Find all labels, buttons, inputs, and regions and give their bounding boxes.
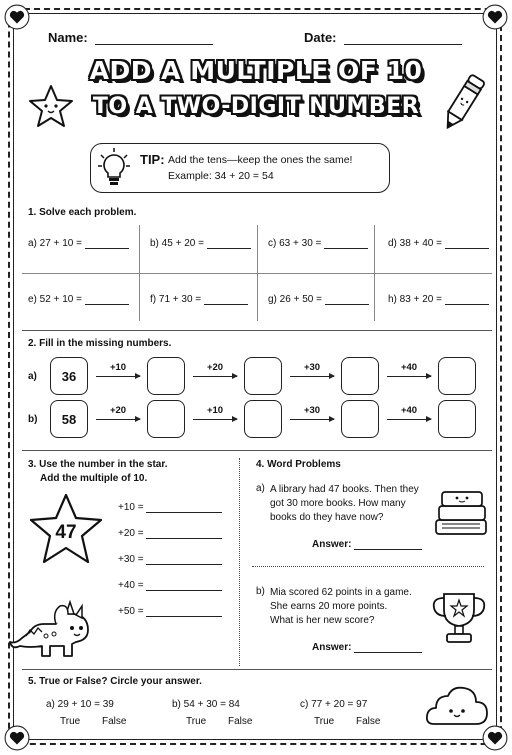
problem-d[interactable] xyxy=(388,238,489,249)
problem-g[interactable] xyxy=(268,294,369,305)
word-problem-b xyxy=(270,586,412,628)
answer-box[interactable] xyxy=(341,400,379,438)
arrow xyxy=(387,376,431,377)
arrow xyxy=(290,419,334,420)
true-option-c[interactable]: True xyxy=(314,716,335,727)
divider xyxy=(252,566,484,567)
start-number-box: 58 xyxy=(50,400,88,438)
problem-text: d) 38 + 40 = xyxy=(388,238,442,249)
problem-text: b) 45 + 20 = xyxy=(150,238,204,249)
star-item[interactable] xyxy=(118,580,222,591)
start-number-box: 36 xyxy=(50,357,88,395)
step-label: +40 xyxy=(400,362,418,373)
step-label: +30 xyxy=(303,405,321,416)
word-problem-line: got 30 more books. How many xyxy=(270,498,406,509)
section-3-heading-line-1: 3. Use the number in the star. xyxy=(28,459,168,470)
word-problem-a xyxy=(270,483,419,525)
false-option-c[interactable]: False xyxy=(356,716,381,727)
section-4-heading: 4. Word Problems xyxy=(256,459,341,470)
word-problem-line: A library had 47 books. Then they xyxy=(270,484,419,495)
word-problem-a-label: a) xyxy=(256,483,265,494)
title-line-1: ADD A MULTIPLE OF 10 xyxy=(89,56,423,85)
lightbulb-icon xyxy=(97,147,131,189)
answer-label: Answer: xyxy=(312,539,352,550)
heart-icon xyxy=(482,4,508,30)
problem-f[interactable] xyxy=(150,294,248,305)
step-label: +20 xyxy=(109,405,127,416)
word-problem-line: She earns 20 more points. xyxy=(270,601,388,612)
row-a-label: a) xyxy=(28,371,37,382)
word-problem-line: What is her new score? xyxy=(270,615,375,626)
word-problem-line: Mia scored 62 points in a game. xyxy=(270,587,412,598)
star-item-text: +30 = xyxy=(118,554,144,565)
title-line-2: TO A TWO-DIGIT NUMBER xyxy=(92,94,420,119)
star-item-text: +40 = xyxy=(118,580,144,591)
tf-expression-a: a) 29 + 10 = 39 xyxy=(46,699,114,710)
problem-h[interactable] xyxy=(388,294,489,305)
arrow xyxy=(193,419,237,420)
star-item[interactable] xyxy=(118,606,222,617)
books-icon xyxy=(432,488,490,538)
problem-text: e) 52 + 10 = xyxy=(28,294,82,305)
star-number: 47 xyxy=(55,522,77,543)
problem-text: h) 83 + 20 = xyxy=(388,294,442,305)
star-item[interactable] xyxy=(118,528,222,539)
problem-text: c) 63 + 30 = xyxy=(268,238,322,249)
column-divider xyxy=(239,458,240,666)
step-label: +40 xyxy=(400,405,418,416)
tf-expression-c: c) 77 + 20 = 97 xyxy=(300,699,368,710)
section-3-heading-line-2: Add the multiple of 10. xyxy=(40,473,148,484)
section-5-heading: 5. True or False? Circle your answer. xyxy=(28,676,202,687)
true-option-a[interactable]: True xyxy=(60,716,81,727)
answer-box[interactable] xyxy=(147,400,185,438)
arrow xyxy=(96,419,140,420)
date-field[interactable] xyxy=(304,30,462,45)
problem-c[interactable] xyxy=(268,238,368,249)
heart-icon xyxy=(4,725,30,751)
true-option-b[interactable]: True xyxy=(186,716,207,727)
dinosaur-icon xyxy=(8,588,92,662)
tip-text: Add the tens—keep the ones the same! xyxy=(168,154,353,166)
date-label: Date: xyxy=(304,30,337,45)
word-problem-b-label: b) xyxy=(256,586,265,597)
row-b-label: b) xyxy=(28,414,38,425)
tip-box xyxy=(90,143,390,193)
problem-b[interactable] xyxy=(150,238,251,249)
step-label: +10 xyxy=(206,405,224,416)
heart-icon xyxy=(4,4,30,30)
answer-field-b[interactable] xyxy=(312,642,422,653)
star-item-text: +20 = xyxy=(118,528,144,539)
star-item[interactable] xyxy=(118,502,222,513)
section-1-heading: 1. Solve each problem. xyxy=(28,207,137,218)
false-option-a[interactable]: False xyxy=(102,716,127,727)
answer-box[interactable] xyxy=(438,400,476,438)
step-label: +20 xyxy=(206,362,224,373)
divider xyxy=(22,330,492,331)
problem-text: g) 26 + 50 = xyxy=(268,294,322,305)
tip-label: TIP: xyxy=(140,152,165,167)
star-item-text: +50 = xyxy=(118,606,144,617)
problem-e[interactable] xyxy=(28,294,129,305)
false-option-b[interactable]: False xyxy=(228,716,253,727)
name-label: Name: xyxy=(48,30,88,45)
star-icon xyxy=(28,84,74,128)
tf-expression-b: b) 54 + 30 = 84 xyxy=(172,699,240,710)
answer-label: Answer: xyxy=(312,642,352,653)
arrow xyxy=(193,376,237,377)
problem-text: f) 71 + 30 = xyxy=(150,294,202,305)
arrow xyxy=(96,376,140,377)
problem-text: a) 27 + 10 = xyxy=(28,238,82,249)
section-2-heading: 2. Fill in the missing numbers. xyxy=(28,338,172,349)
divider xyxy=(22,669,492,670)
answer-box[interactable] xyxy=(147,357,185,395)
name-field[interactable] xyxy=(48,30,213,45)
answer-field-a[interactable] xyxy=(312,539,422,550)
pencil-icon xyxy=(440,70,486,136)
divider xyxy=(22,450,492,451)
tip-example: Example: 34 + 20 = 54 xyxy=(168,170,274,182)
step-label: +30 xyxy=(303,362,321,373)
trophy-icon xyxy=(428,588,490,648)
answer-box[interactable] xyxy=(438,357,476,395)
star-item-text: +10 = xyxy=(118,502,144,513)
answer-box[interactable] xyxy=(244,357,282,395)
star-item[interactable] xyxy=(118,554,222,565)
heart-icon xyxy=(482,725,508,751)
answer-box[interactable] xyxy=(244,400,282,438)
answer-box[interactable] xyxy=(341,357,379,395)
word-problem-line: books do they have now? xyxy=(270,512,384,523)
arrow xyxy=(387,419,431,420)
step-label: +10 xyxy=(109,362,127,373)
cloud-icon xyxy=(424,684,490,728)
problem-a[interactable] xyxy=(28,238,129,249)
arrow xyxy=(290,376,334,377)
